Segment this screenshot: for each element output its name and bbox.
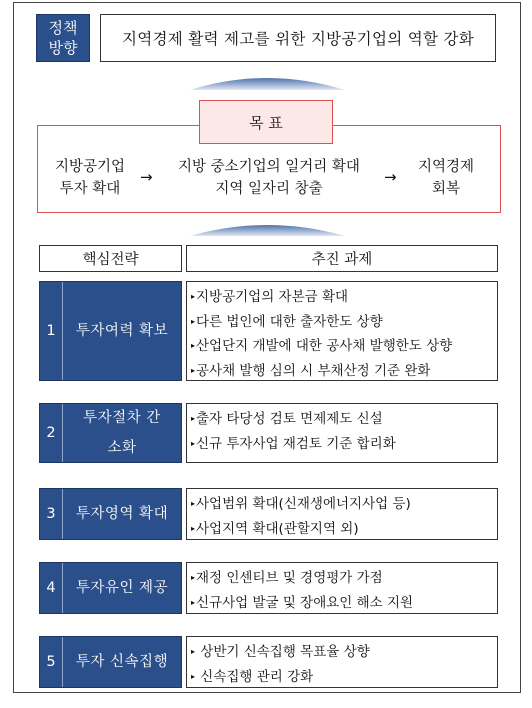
strategy-name: 투자영역 확대 [75,506,169,522]
bullet-marker-icon: ▸ [191,597,196,607]
tasks-4 [186,562,498,614]
task-item [191,310,497,335]
bullet-marker-icon: ▸ [191,647,196,656]
strategy-number: 5 [46,654,56,670]
goal-item-2-line1: 지방 중소기업의 일거리 확대 [178,159,360,175]
strategy-number: 1 [46,323,56,339]
task-text: 신규사업 발굴 및 장애요인 해소 지원 [196,594,414,611]
policy-tag-line2: 방향 [48,39,78,57]
task-text: 출자 타당성 검토 면제제도 신설 [196,411,383,427]
strategy-name: 투자절차 간소화 [83,410,161,456]
strategy-name: 투자유인 제공 [75,580,169,596]
goal-label: 목 표 [199,100,333,144]
tasks-1 [186,281,498,381]
task-item [191,492,497,517]
policy-direction-tag [36,14,90,62]
goal-arrow-1: → [140,168,153,186]
task-text: 다른 법인에 대한 출자한도 상향 [196,313,383,330]
task-text: 지방공기업의 자본금 확대 [196,289,349,305]
bullet-marker-icon: ▸ [191,414,196,423]
task-item [191,665,497,690]
strategy-5 [39,636,182,688]
policy-direction-text: 지역경제 활력 제고를 위한 지방공기업의 역할 강화 [100,14,496,62]
tasks-2 [186,403,498,463]
bullet-marker-icon: ▸ [191,341,196,350]
task-text: 사업지역 확대(관할지역 외) [196,520,359,537]
task-item [191,334,497,359]
goal-item-1-line2: 투자 확대 [59,181,121,197]
bullet-marker-icon: ▸ [191,438,196,448]
upward-arrow-2 [190,218,345,240]
task-item [191,285,497,310]
task-item [191,591,497,616]
goal-item-3-line1: 지역경제 [417,159,475,175]
task-item [191,407,497,432]
goal-item-1-line1: 지방공기업 [54,159,126,175]
strategy-number: 3 [46,506,56,522]
task-text: 공사채 발행 심의 시 부채산정 기준 완화 [196,362,431,379]
header-tasks: 추진 과제 [186,245,498,272]
tasks-5 [186,636,498,688]
tasks-3 [186,488,498,540]
task-text: 신규 투자사업 재검토 기준 합리화 [196,435,396,452]
strategy-name: 투자 신속집행 [75,654,169,670]
strategy-number: 2 [46,425,56,441]
bullet-marker-icon: ▸ [191,365,196,375]
task-text: 재정 인센티브 및 경영평가 가점 [196,570,383,586]
task-item [191,359,497,384]
bullet-marker-icon: ▸ [191,573,196,582]
bullet-marker-icon: ▸ [191,292,196,301]
task-item [191,432,497,457]
task-item [191,517,497,542]
strategy-3 [39,488,182,540]
goal-item-2 [160,156,378,200]
bullet-marker-icon: ▸ [191,499,196,508]
upward-arrow-1 [190,70,345,94]
strategy-4 [39,562,182,614]
strategy-2 [39,403,182,463]
goal-item-3-line2: 회복 [431,181,460,197]
task-text: 상반기 신속집행 목표율 상향 [196,644,370,660]
task-item [191,566,497,591]
policy-tag-line1: 정책 [48,19,78,37]
header-core-strategy: 핵심전략 [39,245,182,272]
task-text: 산업단지 개발에 대한 공사채 발행한도 상향 [196,338,453,354]
task-text: 신속집행 관리 강화 [196,668,314,685]
strategy-1 [39,281,182,381]
goal-arrow-2: → [384,168,397,186]
bullet-marker-icon: ▸ [191,523,196,533]
strategy-name: 투자여력 확보 [75,323,169,339]
task-item [191,640,497,665]
bullet-marker-icon: ▸ [191,671,196,681]
goal-item-1 [44,156,136,200]
goal-item-3 [404,156,488,200]
strategy-number: 4 [46,580,56,596]
bullet-marker-icon: ▸ [191,316,196,326]
task-text: 사업범위 확대(신재생에너지사업 등) [196,496,411,512]
goal-item-2-line2: 지역 일자리 창출 [215,181,323,197]
